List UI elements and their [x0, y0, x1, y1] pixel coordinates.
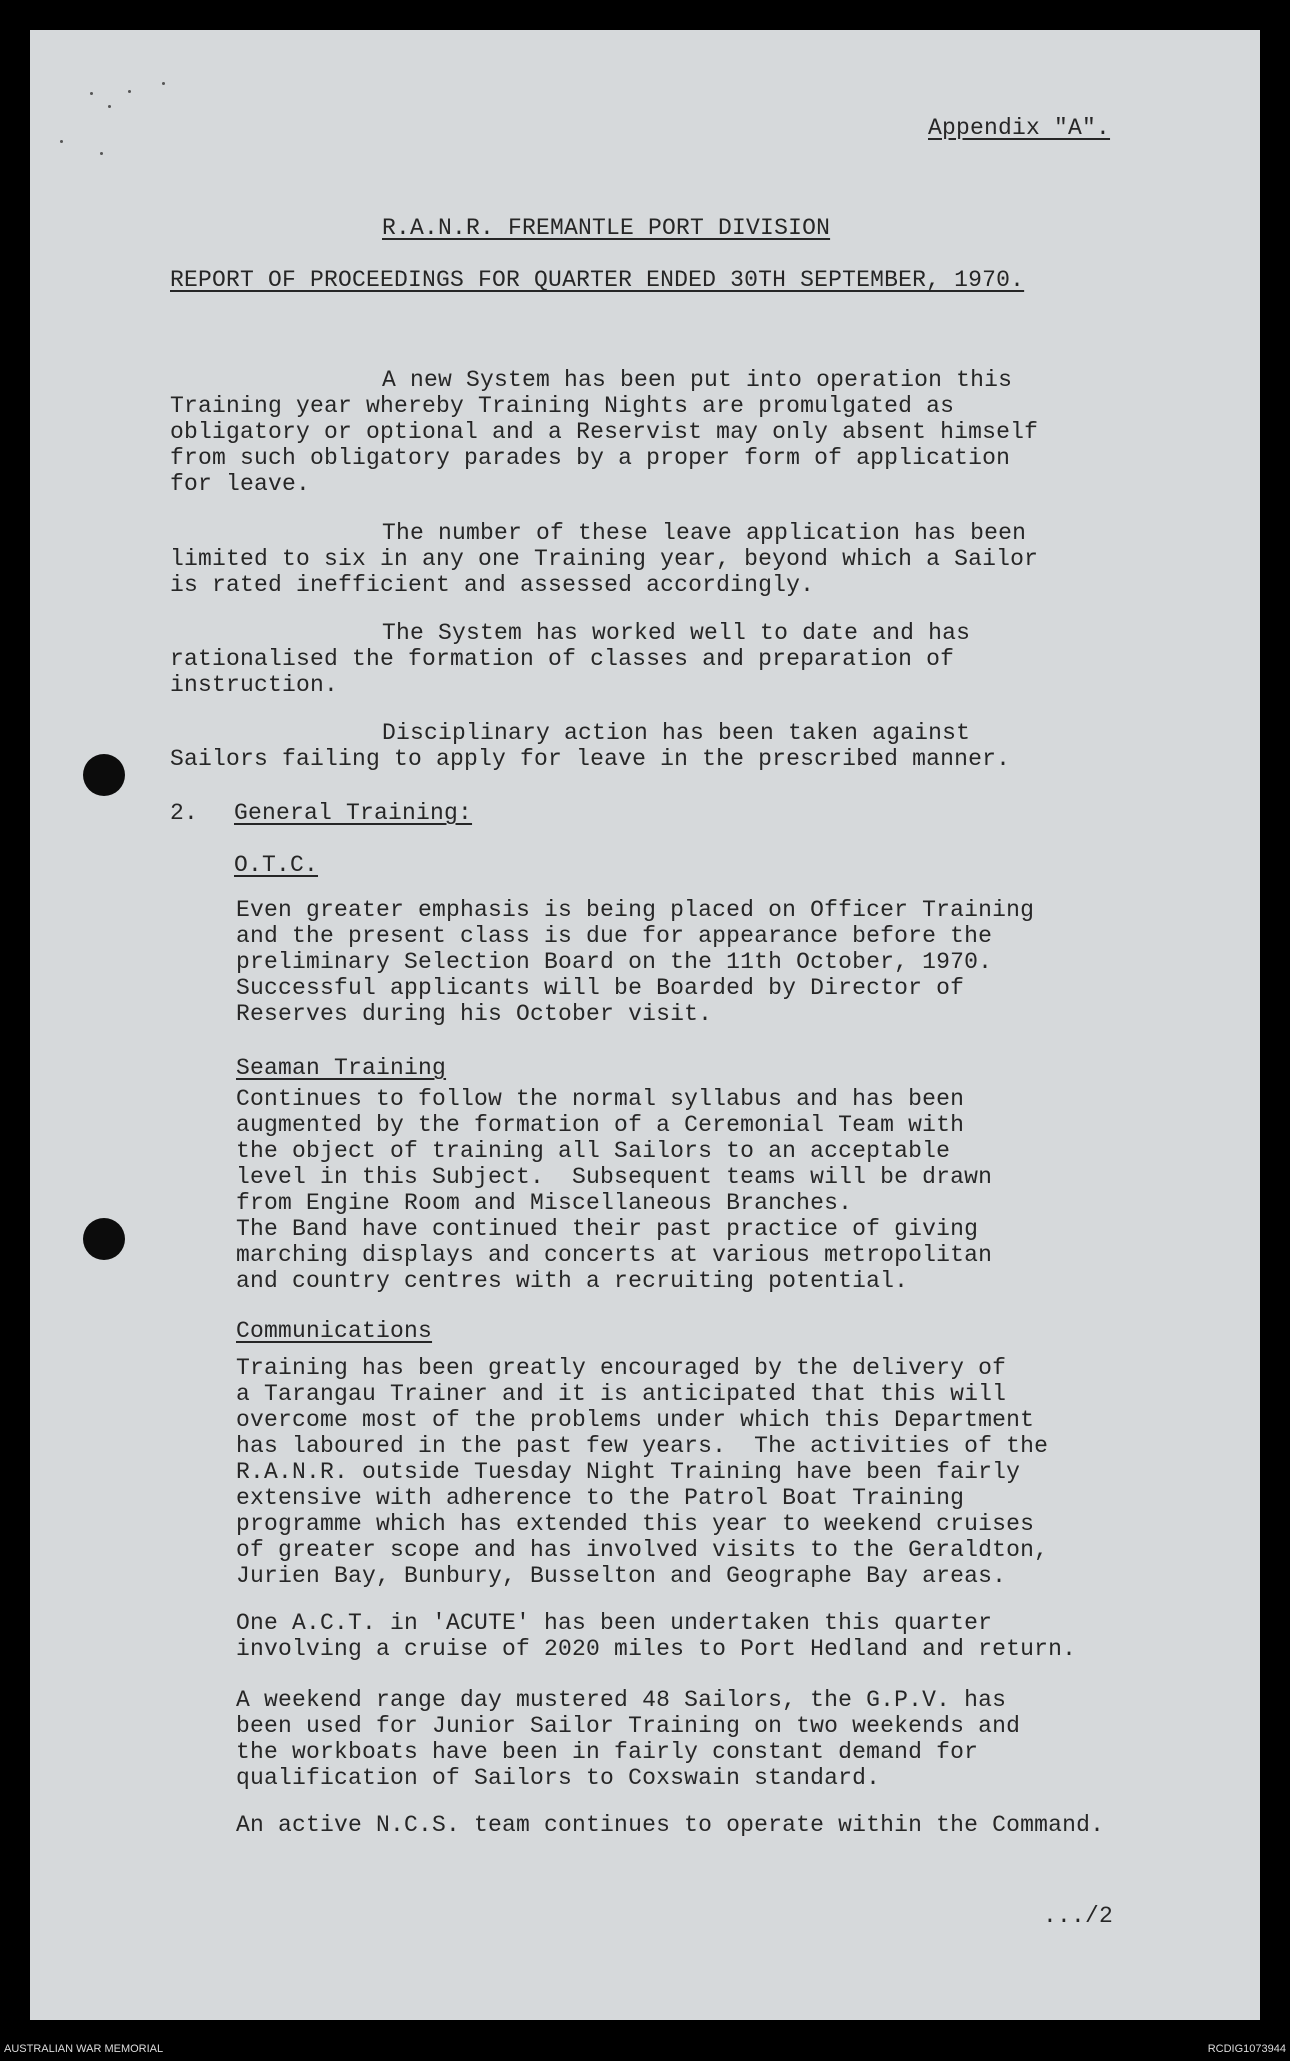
text-line: Sailors failing to apply for leave in the prescribed manner.	[170, 746, 1011, 772]
otc-paragraph	[236, 897, 1034, 1027]
ncs-paragraph	[236, 1812, 1104, 1838]
document-subtitle: REPORT OF PROCEEDINGS FOR QUARTER ENDED 30TH SEPTEMBER, 1970.	[170, 267, 1025, 293]
text-line: A new System has been put into operation this	[382, 367, 1013, 393]
text-line: level in this Subject. Subsequent teams will be drawn	[236, 1164, 993, 1190]
text-line: Successful applicants will be Boarded by Director of	[236, 975, 965, 1001]
text-line: marching displays and concerts at various metropolitan	[236, 1242, 993, 1268]
text-line: the object of training all Sailors to an acceptable	[236, 1138, 951, 1164]
section-number: 2.	[170, 800, 199, 826]
communications-paragraph	[236, 1355, 1048, 1589]
text-line: Disciplinary action has been taken against	[382, 720, 971, 746]
text-line: and country centres with a recruiting potential.	[236, 1268, 909, 1294]
appendix-label: Appendix "A".	[928, 115, 1111, 141]
intro-paragraph-2	[170, 520, 1038, 598]
seaman-training-heading: Seaman Training	[236, 1055, 447, 1081]
text-line: R.A.N.R. outside Tuesday Night Training have been fairly	[236, 1459, 1021, 1485]
text-line: rationalised the formation of classes and preparation of	[170, 646, 955, 672]
text-line: from Engine Room and Miscellaneous Branches.	[236, 1190, 853, 1216]
text-line: The Band have continued their past practice of giving	[236, 1216, 979, 1242]
text-line: is rated inefficient and assessed accordingly.	[170, 572, 815, 598]
text-line: Continues to follow the normal syllabus and has been	[236, 1086, 965, 1112]
punch-hole-top	[83, 754, 125, 796]
text-line: for leave.	[170, 471, 311, 497]
page-continuation-marker: .../2	[1043, 1903, 1114, 1929]
text-line: Training year whereby Training Nights are promulgated as	[170, 393, 955, 419]
text-line: instruction.	[170, 672, 339, 698]
text-line: from such obligatory parades by a proper form of application	[170, 445, 1011, 471]
document-title: R.A.N.R. FREMANTLE PORT DIVISION	[382, 215, 831, 241]
text-line: programme which has extended this year to weekend cruises	[236, 1511, 1035, 1537]
text-line: An active N.C.S. team continues to operate within the Command.	[236, 1812, 1105, 1838]
text-line: The number of these leave application has been	[382, 520, 1027, 546]
text-line: has laboured in the past few years. The activities of the	[236, 1433, 1049, 1459]
intro-paragraph-4	[170, 720, 1010, 772]
text-line: preliminary Selection Board on the 11th October, 1970.	[236, 949, 993, 975]
text-line: a Tarangau Trainer and it is anticipated that this will	[236, 1381, 1007, 1407]
text-line: The System has worked well to date and has	[382, 620, 971, 646]
footer-id: RCDIG1073944	[1207, 2043, 1286, 2055]
intro-paragraph-3	[170, 620, 970, 698]
range-day-paragraph	[236, 1687, 1020, 1791]
section-heading: General Training:	[234, 800, 473, 826]
text-line: extensive with adherence to the Patrol Boat Training	[236, 1485, 965, 1511]
act-paragraph	[236, 1610, 1076, 1662]
text-line: Jurien Bay, Bunbury, Busselton and Geographe Bay areas.	[236, 1563, 1007, 1589]
text-line: involving a cruise of 2020 miles to Port Hedland and return.	[236, 1636, 1077, 1662]
text-line: augmented by the formation of a Ceremonial Team with	[236, 1112, 965, 1138]
text-line: Reserves during his October visit.	[236, 1001, 713, 1027]
text-line: qualification of Sailors to Coxswain standard.	[236, 1765, 881, 1791]
text-line: A weekend range day mustered 48 Sailors, the G.P.V. has	[236, 1687, 1007, 1713]
otc-heading: O.T.C.	[234, 852, 319, 878]
punch-hole-bottom	[83, 1218, 125, 1260]
text-line: of greater scope and has involved visits to the Geraldton,	[236, 1537, 1049, 1563]
text-line: One A.C.T. in 'ACUTE' has been undertaken this quarter	[236, 1610, 993, 1636]
text-line: and the present class is due for appearance before the	[236, 923, 993, 949]
communications-heading: Communications	[236, 1318, 433, 1344]
text-line: overcome most of the problems under which this Department	[236, 1407, 1035, 1433]
intro-paragraph-1	[170, 367, 1038, 497]
text-line: the workboats have been in fairly constant demand for	[236, 1739, 979, 1765]
text-line: Even greater emphasis is being placed on Officer Training	[236, 897, 1035, 923]
text-line: Training has been greatly encouraged by the delivery of	[236, 1355, 1007, 1381]
text-line: limited to six in any one Training year, beyond which a Sailor	[170, 546, 1039, 572]
footer-source: AUSTRALIAN WAR MEMORIAL	[4, 2043, 164, 2055]
text-line: been used for Junior Sailor Training on two weekends and	[236, 1713, 1021, 1739]
text-line: obligatory or optional and a Reservist may only absent himself	[170, 419, 1039, 445]
seaman-training-paragraph	[236, 1086, 992, 1294]
